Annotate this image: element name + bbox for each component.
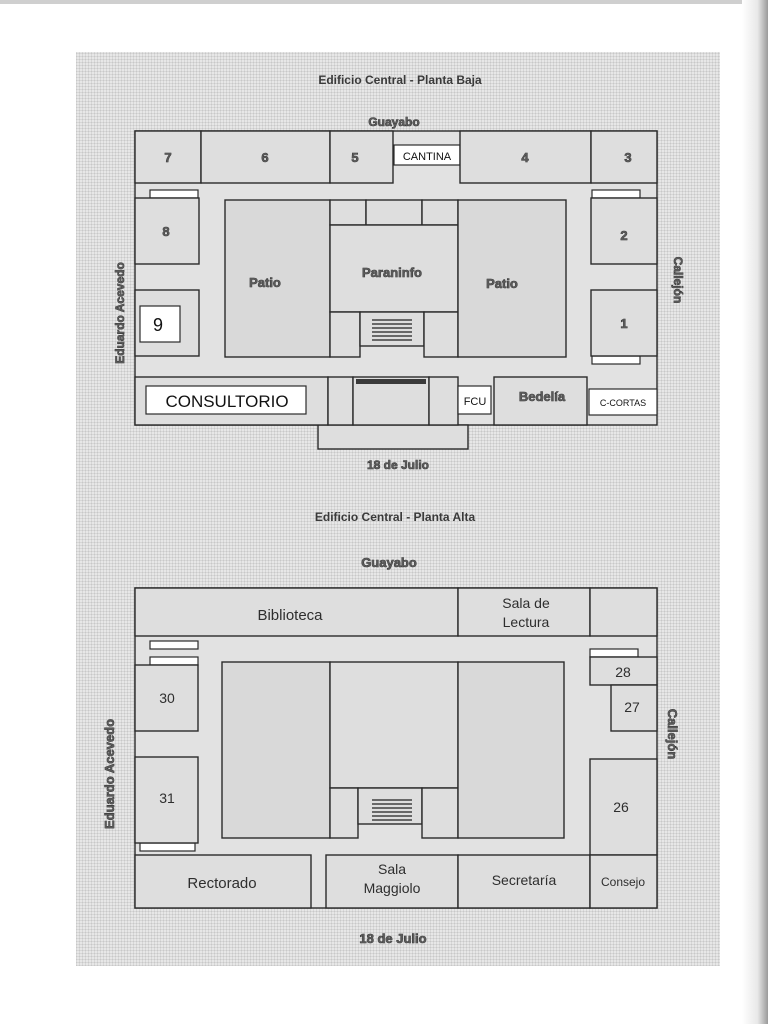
room-8-label: 8 xyxy=(162,224,170,239)
room-5-label: 5 xyxy=(351,150,359,165)
room-6-label: 6 xyxy=(261,150,269,165)
room-31-label: 31 xyxy=(159,790,175,806)
stairs-bottom-right xyxy=(592,356,640,364)
paraninfo-vestibule-left xyxy=(330,200,366,225)
upper-void-side-right xyxy=(422,788,458,838)
room-7-label: 7 xyxy=(164,150,172,165)
room-consejo-label: Consejo xyxy=(600,875,646,889)
ground-street-left: Eduardo Acevedo xyxy=(113,262,127,364)
room-sala-lectura-label-2: Lectura xyxy=(502,614,550,630)
stairs-top-right xyxy=(592,190,640,198)
paraninfo-label: Paraninfo xyxy=(362,265,422,280)
upper-floor-title: Edificio Central - Planta Alta xyxy=(314,510,476,524)
paraninfo-side-left xyxy=(330,312,360,357)
room-upper-corner[interactable] xyxy=(590,588,657,636)
upper-stairs-top-left-1 xyxy=(150,641,198,649)
paraninfo-side-right xyxy=(424,312,458,357)
room-30-label: 30 xyxy=(159,690,175,706)
room-26-label: 26 xyxy=(613,799,629,815)
ground-floor-plan xyxy=(113,73,685,472)
main-stairs xyxy=(360,312,424,346)
paraninfo-vestibule-right xyxy=(422,200,458,225)
ground-street-top: Guayabo xyxy=(368,115,420,129)
room-5[interactable] xyxy=(330,131,393,183)
upper-stairs-bottom-left xyxy=(140,843,195,851)
upper-floor-plan xyxy=(102,510,680,946)
room-sala-lectura-label-1: Sala de xyxy=(502,595,550,611)
upper-patio-right xyxy=(458,662,564,838)
room-bedelia-label: Bedelía xyxy=(518,389,566,404)
room-fcu-label: FCU xyxy=(463,396,487,408)
room-27-label: 27 xyxy=(624,699,640,715)
ground-street-right: Callejón xyxy=(671,256,685,304)
upper-void-side-left xyxy=(330,788,358,838)
ground-street-bottom: 18 de Julio xyxy=(366,458,430,472)
room-sala-maggiolo-label-1: Sala xyxy=(377,861,407,877)
room-c-cortas-label: C-CORTAS xyxy=(599,398,647,408)
room-secretaria-label: Secretaría xyxy=(491,872,557,888)
stairs-top-left xyxy=(150,190,198,198)
upper-street-right: Callejón xyxy=(665,708,680,760)
room-9-label: 9 xyxy=(152,315,164,335)
room-4-label: 4 xyxy=(521,150,529,165)
room-28-label: 28 xyxy=(615,664,631,680)
upper-main-stairs xyxy=(358,788,422,824)
upper-street-bottom: 18 de Julio xyxy=(359,931,427,946)
patio-right-label: Patio xyxy=(486,276,518,291)
room-consultorio-label: CONSULTORIO xyxy=(165,392,289,411)
upper-street-top: Guayabo xyxy=(361,555,417,570)
upper-patio-left xyxy=(222,662,330,838)
ground-entrance xyxy=(318,425,468,449)
upper-stairs-top-left-2 xyxy=(150,657,198,665)
upper-stairs-top-right xyxy=(590,649,638,657)
room-biblioteca-label: Biblioteca xyxy=(257,607,323,624)
room-sala-maggiolo-label-2: Maggiolo xyxy=(363,880,421,896)
ground-floor-title: Edificio Central - Planta Baja xyxy=(318,73,482,87)
upper-street-left: Eduardo Acevedo xyxy=(102,718,117,830)
entrance-side-right xyxy=(429,377,458,425)
room-2-label: 2 xyxy=(620,228,628,243)
entrance-steps xyxy=(356,379,426,384)
entrance-hall[interactable] xyxy=(353,377,429,425)
upper-paraninfo-void xyxy=(330,662,458,788)
patio-left-label: Patio xyxy=(249,275,281,290)
room-cantina-label: CANTINA xyxy=(402,151,452,163)
room-1-label: 1 xyxy=(620,316,628,331)
room-rectorado-label: Rectorado xyxy=(187,875,257,892)
paraninfo-vestibule-center xyxy=(366,200,422,225)
room-3-label: 3 xyxy=(624,150,632,165)
entrance-side-left xyxy=(328,377,353,425)
